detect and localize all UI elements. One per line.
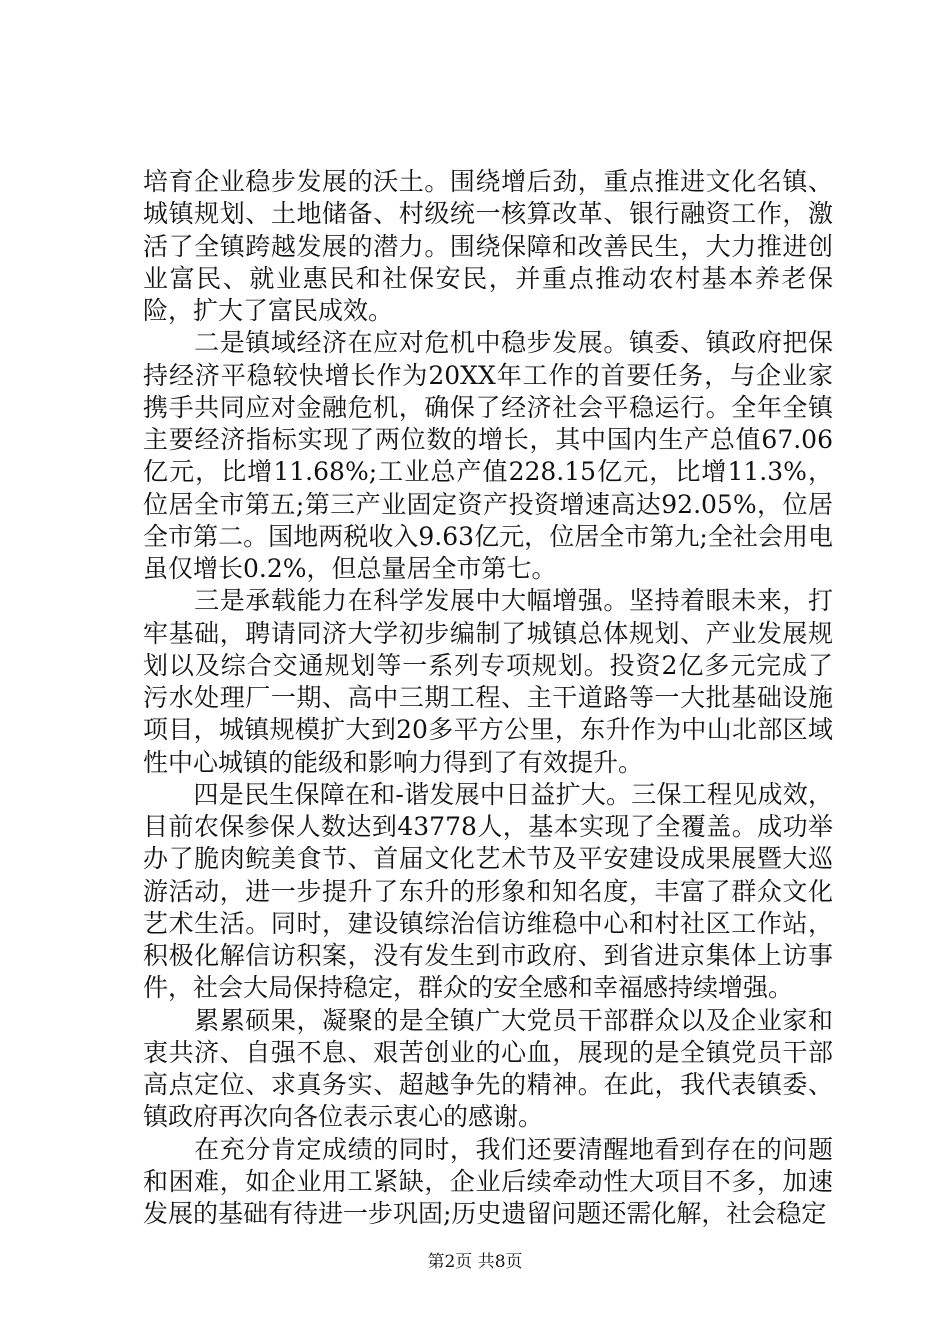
paragraph-4: 四是民生保障在和-谐发展中日益扩大。三保工程见成效，目前农保参保人数达到43778人，基本实现了全覆盖。成功举办了脆肉鲩美食节、首届文化艺术节及平安建设成果展暨大巡游活动，进一步提升了东升的形象和知名度，丰富了群众文化艺术生活。同时，建设镇综治信访维稳中心和村社区工作站，积极化解信访积案，没有发生到市政府、到省进京集体上访事件，社会大局保持稳定，群众的安全感和幸福感持续增强。 <box>143 779 833 1003</box>
document-body <box>143 166 833 1230</box>
paragraph-6: 在充分肯定成绩的同时，我们还要清醒地看到存在的问题和困难，如企业用工紧缺，企业后续牵动性大项目不多，加速发展的基础有待进一步巩固;历史遗留问题还需化解，社会稳定 <box>143 1134 833 1228</box>
paragraph-1: 培育企业稳步发展的沃土。围绕增后劲，重点推进文化名镇、城镇规划、土地储备、村级统一核算改革、银行融资工作，激活了全镇跨越发展的潜力。围绕保障和改善民生，大力推进创业富民、就业惠民和社保安民，并重点推动农村基本养老保险，扩大了富民成效。 <box>143 167 833 325</box>
paragraph-3: 三是承载能力在科学发展中大幅增强。坚持着眼未来，打牢基础，聘请同济大学初步编制了城镇总体规划、产业发展规划以及综合交通规划等一系列专项规划。投资2亿多元完成了污水处理厂一期、高中三期工程、主干道路等一大批基础设施项目，城镇规模扩大到20多平方公里，东升作为中山北部区域性中心城镇的能级和影响力得到了有效提升。 <box>143 586 833 777</box>
page-number-footer: 第2页 共8页 <box>427 1252 523 1272</box>
paragraph-5: 累累硕果，凝聚的是全镇广大党员干部群众以及企业家和衷共济、自强不息、艰苦创业的心血，展现的是全镇党员干部高点定位、求真务实、超越争先的精神。在此，我代表镇委、镇政府再次向各位表示衷心的感谢。 <box>143 1005 833 1132</box>
paragraph-2: 二是镇域经济在应对危机中稳步发展。镇委、镇政府把保持经济平稳较快增长作为20XX年工作的首要任务，与企业家携手共同应对金融危机，确保了经济社会平稳运行。全年全镇主要经济指标实现了两位数的增长，其中国内生产总值67.06亿元，比增11.68%;工业总产值228.15亿元，比增11.3%，位居全市第五;第三产业固定资产投资增速高达92.05%，位居全市第二。国地两税收入9.63亿元，位居全市第九;全社会用电虽仅增长0.2%，但总量居全市第七。 <box>143 328 833 583</box>
